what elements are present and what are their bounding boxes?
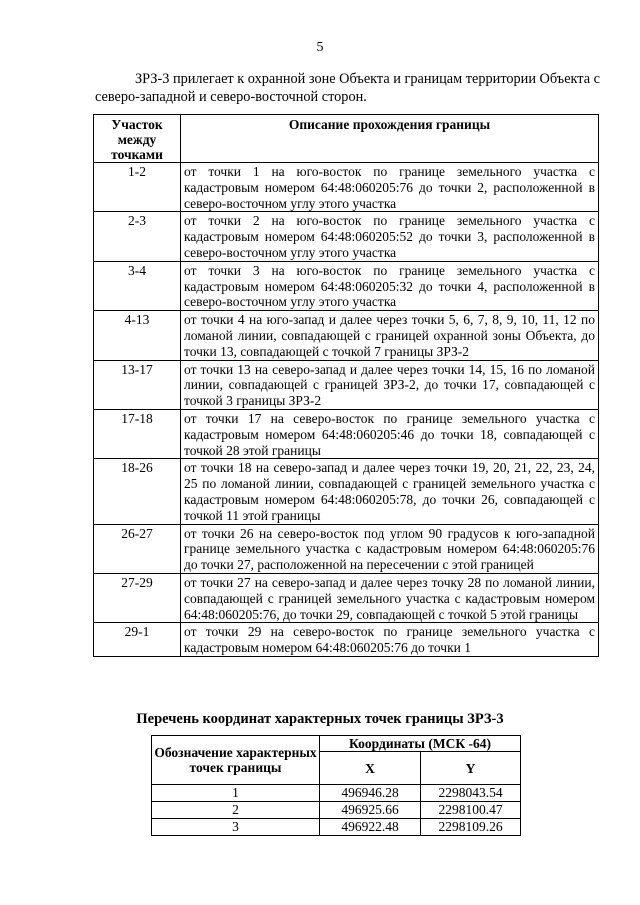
boundary-table-header-row <box>94 115 599 163</box>
description-cell: от точки 1 на юго-восток по границе земельного участка с кадастровым номером 64:48:060205:76 до точки 2, расположенной в северо-восточном углу этого участка <box>181 163 599 212</box>
description-cell: от точки 18 на северо-запад и далее через точки 19, 20, 21, 22, 23, 24, 25 по ломаной линии, совпадающей с границей земельного участка с кадастровым номером 64:48:060205:78, до точки 26, совпадающей с точкой 11 этой границы <box>181 459 599 524</box>
description-cell: от точки 4 на юго-запад и далее через точки 5, 6, 7, 8, 9, 10, 11, 12 по ломаной линии, совпадающей с границей охранной зоны Объекта, до точки 13, совпадающей с точкой 7 границы ЗРЗ-2 <box>181 311 599 360</box>
table-row <box>152 785 521 802</box>
coords-header-row <box>152 736 521 752</box>
intro-paragraph: ЗРЗ-3 прилегает к охранной зоне Объекта и границам территории Объекта с северо-западной и северо-восточной сторон. <box>95 71 600 105</box>
y-cell: 2298043.54 <box>421 785 521 802</box>
x-cell: 496922.48 <box>320 819 421 836</box>
description-cell: от точки 17 на северо-восток по границе земельного участка с кадастровым номером 64:48:060205:46 до точки 18, совпадающей с точкой 28 этой границы <box>181 409 599 458</box>
point-cell: 1 <box>152 785 320 802</box>
segment-cell: 29-1 <box>94 623 181 657</box>
segment-cell: 4-13 <box>94 311 181 360</box>
description-cell: от точки 13 на северо-запад и далее через точки 14, 15, 16 по ломаной линии, совпадающей с границей ЗРЗ-2, до точки 17, совпадающей с точкой 3 границы ЗРЗ-2 <box>181 360 599 409</box>
description-cell: от точки 27 на северо-запад и далее через точку 28 по ломаной линии, совпадающей с границей земельного участка с кадастровым номером 64:48:060205:76, до точки 29, совпадающей с точкой 5 этой границы <box>181 573 599 622</box>
segment-cell: 13-17 <box>94 360 181 409</box>
table-row <box>94 459 599 524</box>
x-column-header: X <box>320 752 421 785</box>
segment-cell: 17-18 <box>94 409 181 458</box>
segment-cell: 3-4 <box>94 261 181 310</box>
segment-cell: 2-3 <box>94 212 181 261</box>
segment-column-header: Участок между точками <box>94 115 181 163</box>
y-cell: 2298100.47 <box>421 802 521 819</box>
table-row <box>94 311 599 360</box>
description-cell: от точки 2 на юго-восток по границе земельного участка с кадастровым номером 64:48:060205:52 до точки 3, расположенной в северо-восточном углу этого участка <box>181 212 599 261</box>
description-cell: от точки 29 на северо-восток по границе земельного участка с кадастровым номером 64:48:060205:76 до точки 1 <box>181 623 599 657</box>
table-row <box>94 573 599 622</box>
table-row <box>94 212 599 261</box>
segment-cell: 18-26 <box>94 459 181 524</box>
segment-cell: 1-2 <box>94 163 181 212</box>
segment-cell: 27-29 <box>94 573 181 622</box>
table-row <box>94 409 599 458</box>
boundary-description-table <box>93 114 599 657</box>
description-cell: от точки 3 на юго-восток по границе земельного участка с кадастровым номером 64:48:060205:32 до точки 4, расположенной в северо-восточном углу этого участка <box>181 261 599 310</box>
point-cell: 2 <box>152 802 320 819</box>
table-row <box>152 819 521 836</box>
x-cell: 496925.66 <box>320 802 421 819</box>
table-row <box>152 802 521 819</box>
table-row <box>94 360 599 409</box>
segment-cell: 26-27 <box>94 524 181 573</box>
page-number: 5 <box>316 40 324 55</box>
description-cell: от точки 26 на северо-восток под углом 90 градусов к юго-западной границе земельного участка с кадастровым номером 64:48:060205:76 до точки 27, расположенной на пересечении с этой границей <box>181 524 599 573</box>
description-column-header: Описание прохождения границы <box>181 115 599 163</box>
coordinates-column-header: Координаты (МСК -64) <box>320 736 521 752</box>
table-row <box>94 524 599 573</box>
table-row <box>94 261 599 310</box>
coordinates-table <box>151 735 521 836</box>
point-cell: 3 <box>152 819 320 836</box>
y-cell: 2298109.26 <box>421 819 521 836</box>
table-row <box>94 623 599 657</box>
coordinates-title: Перечень координат характерных точек границы ЗРЗ-3 <box>136 711 504 727</box>
y-column-header: Y <box>421 752 521 785</box>
table-row <box>94 163 599 212</box>
x-cell: 496946.28 <box>320 785 421 802</box>
point-column-header: Обозначение характерных точек границы <box>152 736 320 785</box>
